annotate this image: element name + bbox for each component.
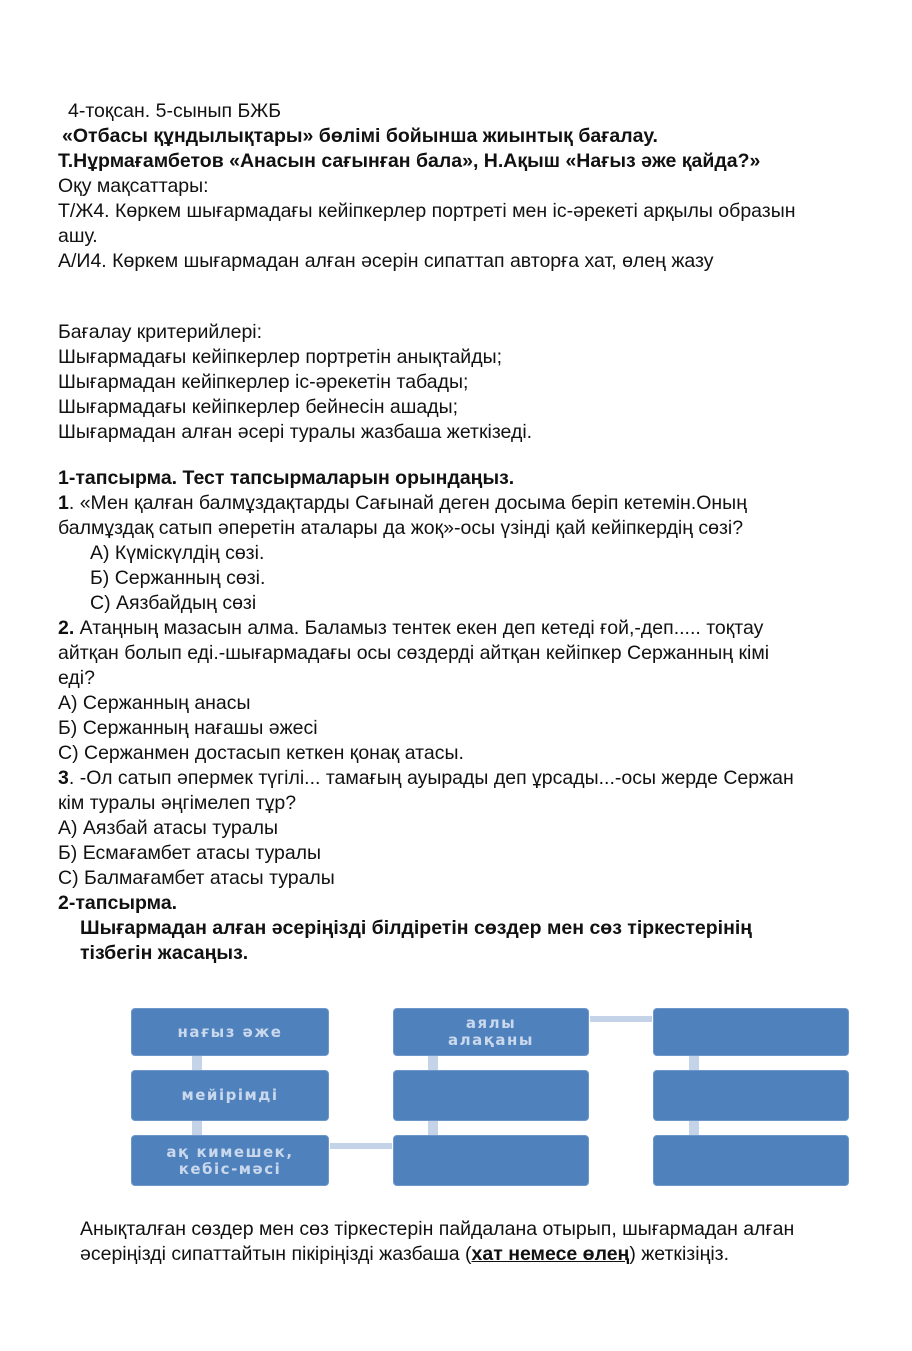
question-3-text: . -Ол сатып әпермек түгілі... тамағың ауырады деп ұрсады...-осы жерде Сержан	[68, 767, 794, 789]
closing-line-2	[80, 1242, 729, 1266]
question-1-line-2: балмұздақ сатып әперетін аталары да жоқ»-осы үзінді қай кейіпкердің сөзі?	[58, 517, 744, 539]
connector	[689, 1121, 699, 1135]
task-2-instruction-line-2: тізбегін жасаңыз.	[80, 942, 249, 964]
closing-line-1: Анықталған сөздер мен сөз тіркестерін пайдалана отырып, шығармадан алған	[80, 1218, 795, 1240]
objectives-label: Оқу мақсаттары:	[58, 175, 209, 197]
question-3-line-2: кім туралы әңгімелеп тұр?	[58, 792, 297, 814]
closing-text-start: әсеріңізді сипаттайтын пікіріңізді жазбаша (	[80, 1243, 472, 1265]
question-2-line-2: айтқан болып еді.-шығармадағы осы сөздерді айтқан кейіпкер Сержанның кімі	[58, 642, 770, 664]
diagram-box-col1-row3: ақ кимешек, кебіс-мәсі	[131, 1135, 329, 1186]
question-3-line-1	[58, 766, 794, 790]
criteria-item: Шығармадағы кейіпкерлер бейнесін ашады;	[58, 396, 459, 418]
objective-1-line-1: Т/Ж4. Көркем шығармадағы кейіпкерлер портреті мен іс-әрекеті арқылы образын	[58, 200, 796, 222]
question-2-line-3: еді?	[58, 667, 95, 689]
quarter-line: 4-тоқсан. 5-сынып БЖБ	[68, 100, 282, 122]
connector	[192, 1121, 202, 1135]
diagram-box-col1-row1: нағыз әже	[131, 1008, 329, 1056]
diagram-box-col2-row3	[393, 1135, 589, 1186]
question-3-option-b: Б) Есмағамбет атасы туралы	[58, 842, 322, 864]
question-1-option-b: Б) Сержанның сөзі.	[90, 567, 266, 589]
objective-1-line-2: ашу.	[58, 225, 98, 247]
task-1-heading: 1-тапсырма. Тест тапсырмаларын орындаңыз.	[58, 467, 515, 489]
question-3-number: 3	[58, 767, 69, 789]
diagram-box-col1-row2: мейірімді	[131, 1070, 329, 1121]
connector	[428, 1056, 438, 1070]
question-1-option-c: С) Аязбайдың сөзі	[90, 592, 257, 614]
question-1-number: 1	[58, 492, 69, 514]
question-2-option-b: Б) Сержанның нағашы әжесі	[58, 717, 318, 739]
connector	[590, 1016, 652, 1022]
task-2-heading: 2-тапсырма.	[58, 892, 178, 914]
question-3-option-a: А) Аязбай атасы туралы	[58, 817, 279, 839]
question-2-line-1	[58, 616, 763, 640]
question-2-text: Атаңның мазасын алма. Баламыз тентек екен деп кетеді ғой,-деп..... тоқтау	[74, 617, 764, 639]
question-2-option-a: А) Сержанның анасы	[58, 692, 251, 714]
question-3-option-c: С) Балмағамбет атасы туралы	[58, 867, 335, 889]
diagram-box-col3-row2	[653, 1070, 849, 1121]
question-1-option-a: А) Күміскүлдің сөзі.	[90, 542, 265, 564]
works-title: Т.Нұрмағамбетов «Анасын сағынған бала», Н.Ақыш «Нағыз әже қайда?»	[58, 150, 761, 172]
criteria-item: Шығармадағы кейіпкерлер портретін анықтайды;	[58, 346, 503, 368]
criteria-label: Бағалау критерийлері:	[58, 321, 263, 343]
connector	[192, 1056, 202, 1070]
question-2-number: 2.	[58, 617, 75, 639]
diagram-box-col3-row3	[653, 1135, 849, 1186]
criteria-item: Шығармадан алған әсері туралы жазбаша жеткізеді.	[58, 421, 533, 443]
assessment-title: «Отбасы құндылықтары» бөлімі бойынша жиынтық бағалау.	[62, 125, 658, 147]
closing-text-end: ) жеткізіңіз.	[629, 1243, 730, 1265]
question-2-option-c: С) Сержанмен достасып кеткен қонақ атасы.	[58, 742, 464, 764]
question-1-text: . «Мен қалған балмұздақтарды Сағынай деген досыма беріп кетемін.Оның	[68, 492, 747, 514]
task-2-instruction-line-1: Шығармадан алған әсеріңізді білдіретін сөздер мен сөз тіркестерінің	[80, 917, 753, 939]
diagram-box-col2-row2	[393, 1070, 589, 1121]
diagram-box-col2-row1: аялы алақаны	[393, 1008, 589, 1056]
diagram-box-col3-row1	[653, 1008, 849, 1056]
connector	[689, 1056, 699, 1070]
criteria-item: Шығармадан кейіпкерлер іс-әрекетін табады;	[58, 371, 469, 393]
connector	[428, 1121, 438, 1135]
closing-emphasis: хат немесе өлең	[471, 1243, 630, 1265]
question-1-line-1	[58, 491, 747, 515]
connector	[330, 1143, 392, 1149]
objective-2: А/И4. Көркем шығармадан алған әсерін сипаттап авторға хат, өлең жазу	[58, 250, 714, 272]
